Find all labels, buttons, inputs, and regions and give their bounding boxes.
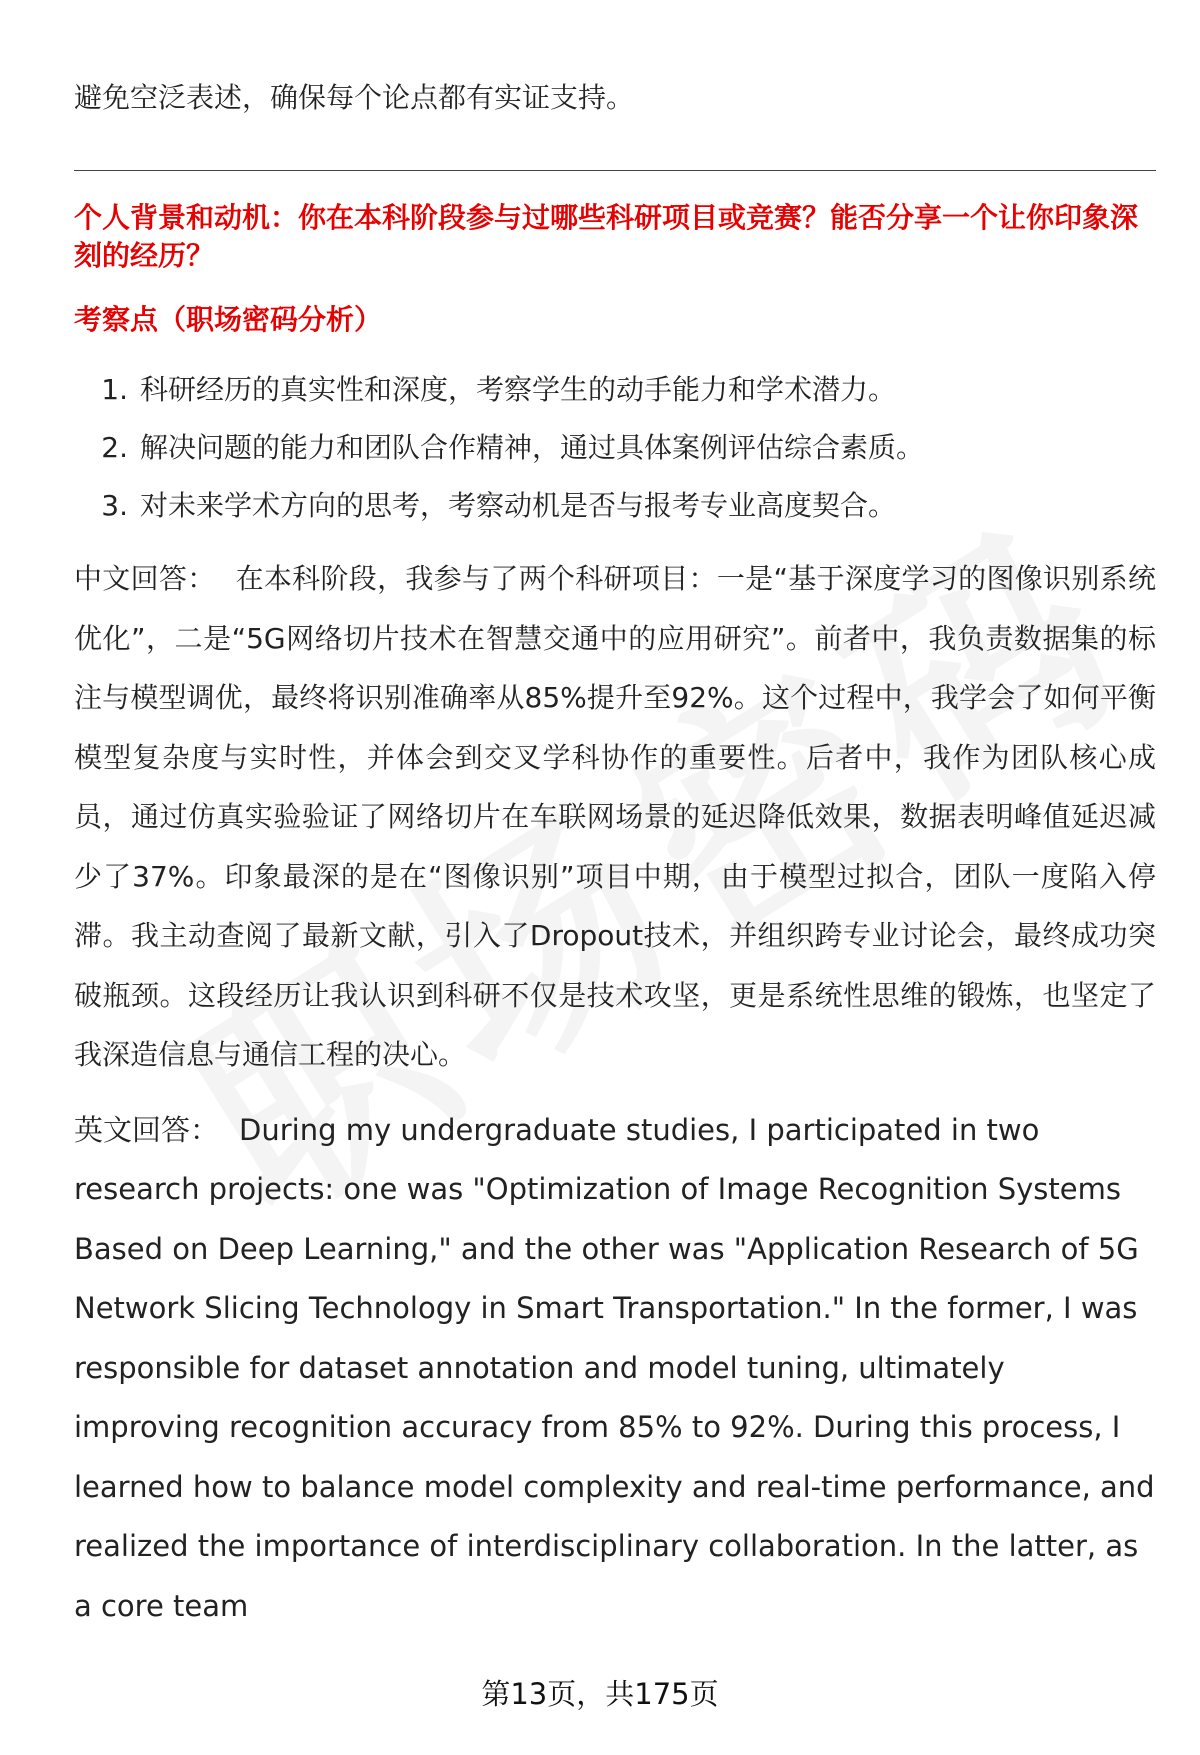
answer-chinese-text: 在本科阶段，我参与了两个科研项目：一是“基于深度学习的图像识别系统优化”，二是“5G网络切片技术在智慧交通中的应用研究”。前者中，我负责数据集的标注与模型调优，最终将识别准确率从85%提升至92%。这个过程中，我学会了如何平衡模型复杂度与实时性，并体会到交叉学科协作的重要性。后者中，我作为团队核心成员，通过仿真实验验证了网络切片在车联网场景的延迟降低效果，数据表明峰值延迟减少了37%。印象最深的是在“图像识别”项目中期，由于模型过拟合，团队一度陷入停滞。我主动查阅了最新文献，引入了Dropout技术，并组织跨专业讨论会，最终成功突破瓶颈。这段经历让我认识到科研不仅是技术攻坚，更是系统性思维的锻炼，也坚定了我深造信息与通信工程的决心。 (74, 562, 1156, 1071)
key-point-number: 2. (101, 431, 128, 464)
key-point-text: 解决问题的能力和团队合作精神，通过具体案例评估综合素质。 (140, 431, 925, 464)
answer-english-label: 英文回答： (74, 1112, 220, 1147)
key-point-text: 对未来学术方向的思考，考察动机是否与报考专业高度契合。 (140, 489, 897, 522)
key-point-item (74, 477, 1156, 535)
section-divider (74, 170, 1156, 171)
answer-english (74, 1101, 1156, 1637)
key-points-list (74, 361, 1156, 535)
page-content (74, 70, 1156, 1636)
key-points-title: 考察点（职场密码分析） (74, 303, 383, 336)
intro-text: 避免空泛表述，确保每个论点都有实证支持。 (74, 81, 635, 114)
key-point-item (74, 361, 1156, 419)
key-point-number: 3. (101, 489, 128, 522)
answer-chinese-label: 中文回答： (74, 562, 216, 595)
key-point-text: 科研经历的真实性和深度，考察学生的动手能力和学术潜力。 (140, 373, 897, 406)
question-heading: 个人背景和动机：你在本科阶段参与过哪些科研项目或竞赛？能否分享一个让你印象深刻的经历？ (74, 201, 1139, 272)
page-number: 第13页，共175页 (481, 1677, 719, 1711)
key-point-number: 1. (101, 373, 128, 406)
key-point-item (74, 419, 1156, 477)
answer-chinese (74, 549, 1156, 1085)
answer-english-text: During my undergraduate studies, I participated in two research projects: one was "Optimization of Image Recognition Systems Based on Deep Learning," and the other was "Application Research of 5G Network Slicing Technology in Smart Transportation." In the former, I was responsible for dataset annotation and model tuning, ultimately improving recognition accuracy from 85% to 92%. During this process, I learned how to balance model complexity and real-time performance, and realized the importance of interdisciplinary collaboration. In the latter, as a core team (74, 1112, 1155, 1623)
